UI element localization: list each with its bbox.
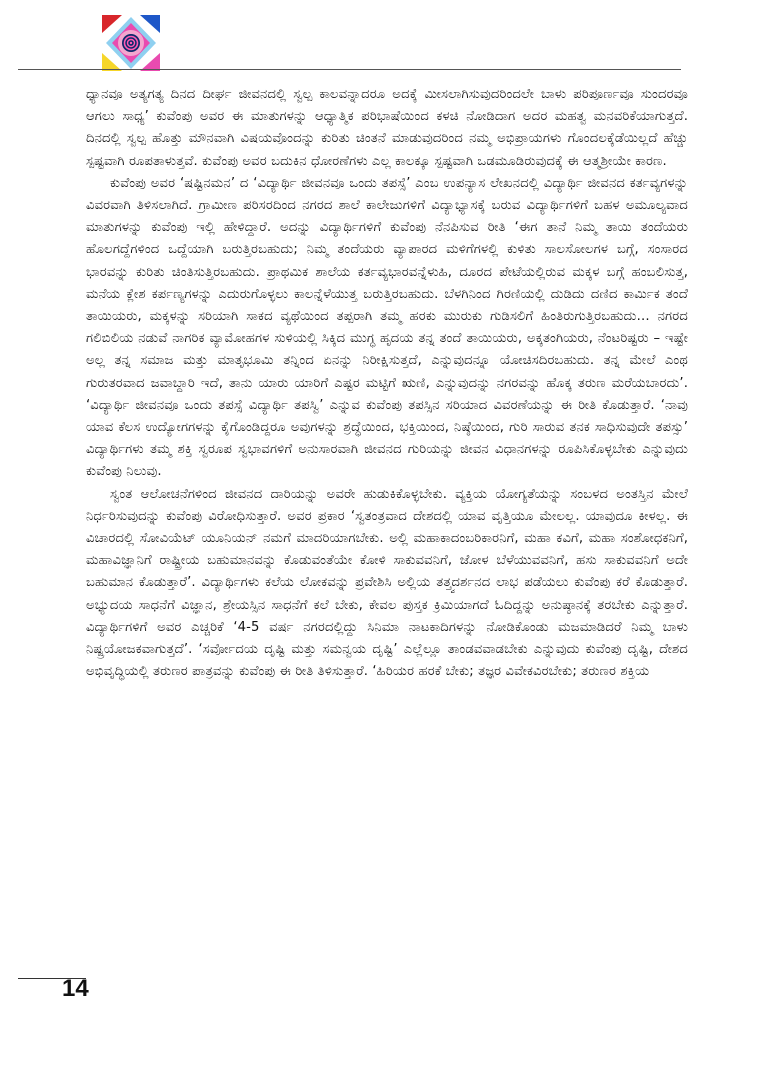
paragraph-3: ಸ್ವಂತ ಆಲೋಚನೆಗಳಿಂದ ಜೀವನದ ದಾರಿಯನ್ನು ಅವರೇ ಹುಡುಕಿಕೊಳ್ಳಬೇಕು. ವ್ಯಕ್ತಿಯ ಯೋಗ್ಯತೆಯನ್ನು ಸಂಬಳದ ಅಂತಸ್ತಿನ ಮೇಲೆ ನಿರ್ಧರಿಸುವುದನ್ನು ಕುವೆಂಪು ವಿರೋಧಿಸುತ್ತಾರೆ. ಅವರ ಪ್ರಕಾರ ‘ಸ್ವತಂತ್ರವಾದ ದೇಶದಲ್ಲಿ ಯಾವ ವೃತ್ತಿಯೂ ಮೇಲಲ್ಲ. ಯಾವುದೂ ಕೀಳಲ್ಲ. ಈ ವಿಚಾರದಲ್ಲಿ ಸೋವಿಯೆಟ್ ಯೂನಿಯನ್ ನಮಗೆ ಮಾದರಿಯಾಗಬೇಕು. ಅಲ್ಲಿ ಮಹಾಕಾದಂಬರಿಕಾರನಿಗೆ, ಮಹಾ ಕವಿಗೆ, ಮಹಾ ಸಂಶೋಧಕನಿಗೆ, ಮಹಾವಿಜ್ಞಾನಿಗೆ ರಾಷ್ಟ್ರೀಯ ಬಹುಮಾನವನ್ನು ಕೊಡುವಂತೆಯೇ ಕೋಳಿ ಸಾಕುವವನಿಗೆ, ಜೋಳ ಬೆಳೆಯುವವನಿಗೆ, ಹಸು ಸಾಕುವವನಿಗೆ ಅದೇ ಬಹುಮಾನ ಕೊಡುತ್ತಾರೆ’. ವಿದ್ಯಾರ್ಥಿಗಳು ಕಲೆಯ ಲೋಕವನ್ನು ಪ್ರವೇಶಿಸಿ ಅಲ್ಲಿಯ ತತ್ತ್ವದರ್ಶನದ ಲಾಭ ಪಡೆಯಲು ಕುವೆಂಪು ಕರೆ ಕೊಡುತ್ತಾರೆ. ಅಭ್ಯುದಯ ಸಾಧನೆಗೆ ವಿಜ್ಞಾನ, ಶ್ರೇಯಸ್ಸಿನ ಸಾಧನೆಗೆ ಕಲೆ ಬೇಕು, ಕೇವಲ ಪುಸ್ತಕ ಕ್ರಿಮಿಯಾಗದೆ ಓದಿದ್ದನ್ನು ಅನುಷ್ಠಾನಕ್ಕೆ ತರಬೇಕು ಎನ್ನುತ್ತಾರೆ. ವಿದ್ಯಾರ್ಥಿಗಳಿಗೆ ಅವರ ಎಚ್ಚರಿಕೆ ‘4-5 ವರ್ಷ ನಗರದಲ್ಲಿದ್ದು ಸಿನಿಮಾ ನಾಟಕಾದಿಗಳನ್ನು ನೋಡಿಕೊಂಡು ಮಜಮಾಡಿದರೆ ನಿಮ್ಮ ಬಾಳು ನಿಷ್ಪ್ರಯೋಜಕವಾಗುತ್ತದೆ’. ‘ಸರ್ವೋದಯ ದೃಷ್ಟಿ ಮತ್ತು ಸಮನ್ವಯ ದೃಷ್ಟಿ’ ಎಲ್ಲೆಲ್ಲೂ ತಾಂಡವವಾಡಬೇಕು ಎನ್ನುವುದು ಕುವೆಂಪು ದೃಷ್ಟಿ, ದೇಶದ ಅಭಿವೃದ್ಧಿಯಲ್ಲಿ ತರುಣರ ಪಾತ್ರವನ್ನು ಕುವೆಂಪು ಈ ರೀತಿ ತಿಳಿಸುತ್ತಾರೆ. ‘ಹಿರಿಯರ ಹರಕೆ ಬೇಕು; ತಜ್ಞರ ವಿವೇಕವಿರಬೇಕು; ತರುಣರ ಶಕ್ತಿಯ bbox=[86, 486, 688, 680]
paragraph-1: ಧ್ಯಾನವೂ ಅತ್ಯಗತ್ಯ ದಿನದ ದೀರ್ಘ ಜೀವನದಲ್ಲಿ ಸ್ವಲ್ಪ ಕಾಲವನ್ನಾದರೂ ಅದಕ್ಕೆ ಮೀಸಲಾಗಿಸುವುದರಿಂದಲೇ ಬಾಳು ಪರಿಪೂರ್ಣವೂ ಸುಂದರವೂ ಆಗಲು ಸಾಧ್ಯ’ ಕುವೆಂಪು ಅವರ ಈ ಮಾತುಗಳನ್ನು ಆಧ್ಯಾತ್ಮಿಕ ಪರಿಭಾಷೆಯಿಂದ ಕಳಚಿ ನೋಡಿದಾಗ ಅದರ ಮಹತ್ವ ಮನವರಿಕೆಯಾಗುತ್ತದೆ. ದಿನದಲ್ಲಿ ಸ್ವಲ್ಪ ಹೊತ್ತು ಮೌನವಾಗಿ ವಿಷಯವೊಂದನ್ನು ಕುರಿತು ಚಿಂತನೆ ಮಾಡುವುದರಿಂದ ನಮ್ಮ ಅಭಿಪ್ರಾಯಗಳು ಗೊಂದಲಕ್ಕೆಡೆಯಿಲ್ಲದೆ ಹೆಚ್ಚು ಸ್ಪಷ್ಟವಾಗಿ ರೂಪತಾಳುತ್ತವೆ. ಕುವೆಂಪು ಅವರ ಬದುಕಿನ ಧೋರಣೆಗಳು ಎಲ್ಲ ಕಾಲಕ್ಕೂ ಸ್ಪಷ್ಟವಾಗಿ ಒಡಮೂಡಿರುವುದಕ್ಕೆ ಈ ಆತ್ಮಶ್ರೀಯೇ ಕಾರಣ. bbox=[86, 87, 688, 169]
paragraph-2: ಕುವೆಂಪು ಅವರ ‘ಷಷ್ಟಿನಮನ’ ದ ‘ವಿದ್ಯಾರ್ಥಿ ಜೀವನವೂ ಒಂದು ತಪಸ್ಸೆ’ ಎಂಬ ಉಪನ್ಯಾಸ ಲೇಖನದಲ್ಲಿ ವಿದ್ಯಾರ್ಥಿ ಜೀವನದ ಕರ್ತವ್ಯಗಳನ್ನು ವಿವರವಾಗಿ ತಿಳಿಸಲಾಗಿದೆ. ಗ್ರಾಮೀಣ ಪರಿಸರದಿಂದ ನಗರದ ಶಾಲೆ ಕಾಲೇಜುಗಳಿಗೆ ವಿದ್ಯಾಭ್ಯಾಸಕ್ಕೆ ಬರುವ ವಿದ್ಯಾರ್ಥಿಗಳಿಗೆ ಬಹಳ ಅಮೂಲ್ಯವಾದ ಮಾತುಗಳನ್ನು ಕುವೆಂಪು ಇಲ್ಲಿ ಹೇಳಿದ್ದಾರೆ. ಅದನ್ನು ವಿದ್ಯಾರ್ಥಿಗಳಿಗೆ ಕುವೆಂಪು ನೆನಪಿಸುವ ರೀತಿ ‘ಈಗ ತಾನೆ ನಿಮ್ಮ ತಾಯಿ ತಂದೆಯರು ಹೊಲಗದ್ದೆಗಳಿಂದ ಒದ್ದೆಯಾಗಿ ಬರುತ್ತಿರಬಹುದು; ನಿಮ್ಮ ತಂದೆಯರು ವ್ಯಾಪಾರದ ಮಳಿಗೆಗಳಲ್ಲಿ ಕುಳಿತು ಸಾಲಸೋಲಗಳ ಬಗ್ಗೆ, ಸಂಸಾರದ ಭಾರವನ್ನು ಕುರಿತು ಚಿಂತಿಸುತ್ತಿರಬಹುದು. ಪ್ರಾಥಮಿಕ ಶಾಲೆಯ ಕರ್ತವ್ಯಭಾರವನ್ನೆಳುಹಿ, ದೂರದ ಪೇಟೆಯಲ್ಲಿರುವ ಮಕ್ಕಳ ಬಗ್ಗೆ ಹಂಬಲಿಸುತ್ತ, ಮನೆಯ ಕ್ಲೇಶ ಕರ್ಪಣ್ಯಗಳನ್ನು ಎದುರುಗೊಳ್ಳಲು ಕಾಲನ್ನೆಳೆಯುತ್ತ ಬರುತ್ತಿರಬಹುದು. ಬೆಳಗಿನಿಂದ ಗಿರಣಿಯಲ್ಲಿ ದುಡಿದು ದಣಿದ ಕಾರ್ಮಿಕ ತಂದೆ ತಾಯಿಯರು, ಮಕ್ಕಳನ್ನು ಸರಿಯಾಗಿ ಸಾಕದ ವ್ಯಥೆಯಿಂದ ತಪ್ಪರಾಗಿ ತಮ್ಮ ಹರಕು ಮುರುಕು ಗುಡಿಸಲಿಗೆ ಹಿಂತಿರುಗುತ್ತಿರಬಹುದು… ನಗರದ ಗಲಿಬಿಲಿಯ ನಡುವೆ ನಾಗರಿಕ ವ್ಯಾಮೋಹಗಳ ಸುಳಿಯಲ್ಲಿ ಸಿಕ್ಕಿದ ಮುಗ್ಧ ಹೃದಯ ತನ್ನ ತಂದೆ ತಾಯಿಯರು, ಅಕ್ಕತಂಗಿಯರು, ನೆಂಟರಿಷ್ಟರು – ಇಷ್ಟೇ ಅಲ್ಲ ತನ್ನ ಸಮಾಜ ಮತ್ತು ಮಾತೃಭೂಮಿ ತನ್ನಿಂದ ಏನನ್ನು ನಿರೀಕ್ಷಿಸುತ್ತದೆ, ಎನ್ನುವುದನ್ನೂ ಯೋಚಿಸದಿರಬಹುದು. ತನ್ನ ಮೇಲೆ ಎಂಥ ಗುರುತರವಾದ ಜವಾಬ್ದಾರಿ ಇದೆ, ತಾನು ಯಾರು ಯಾರಿಗೆ ಎಷ್ಟರ ಮಟ್ಟಿಗೆ ಋಣಿ, ಎನ್ನುವುದನ್ನು ನಗರವನ್ನು ಹೊಕ್ಕ ತರುಣ ಮರೆಯಬಾರದು’. ‘ವಿದ್ಯಾರ್ಥಿ ಜೀವನವೂ ಒಂದು ತಪಸ್ಸೆ ವಿದ್ಯಾರ್ಥಿ ತಪಸ್ವಿ’ ಎನ್ನುವ ಕುವೆಂಪು ತಪಸ್ಸಿನ ಸರಿಯಾದ ವಿವರಣೆಯನ್ನು ಈ ರೀತಿ ಕೊಡುತ್ತಾರೆ. ‘ನಾವು ಯಾವ ಕೆಲಸ ಉದ್ಯೋಗಗಳನ್ನು ಕೈಗೊಂಡಿದ್ದರೂ ಅವುಗಳನ್ನು ಶ್ರದ್ಧೆಯಿಂದ, ಭಕ್ತಿಯಿಂದ, ನಿಷ್ಠೆಯಿಂದ, ಗುರಿ ಸಾರುವ ತನಕ ಸಾಧಿಸುವುದೇ ತಪಸ್ಸು’ ವಿದ್ಯಾರ್ಥಿಗಳು ತಮ್ಮ ಶಕ್ತಿ ಸ್ವರೂಪ ಸ್ವಭಾವಗಳಿಗೆ ಅನುಸಾರವಾಗಿ ಜೀವನದ ಗುರಿಯನ್ನು ಜೀವನ ವಿಧಾನಗಳನ್ನು ರೂಪಿಸಿಕೊಳ್ಳಬೇಕು ಎನ್ನುವುದು ಕುವೆಂಪು ನಿಲುವು. bbox=[86, 175, 688, 480]
article-body bbox=[86, 84, 688, 683]
magazine-logo bbox=[102, 15, 160, 71]
page-number: 14 bbox=[62, 975, 89, 1002]
header-divider bbox=[18, 69, 681, 70]
